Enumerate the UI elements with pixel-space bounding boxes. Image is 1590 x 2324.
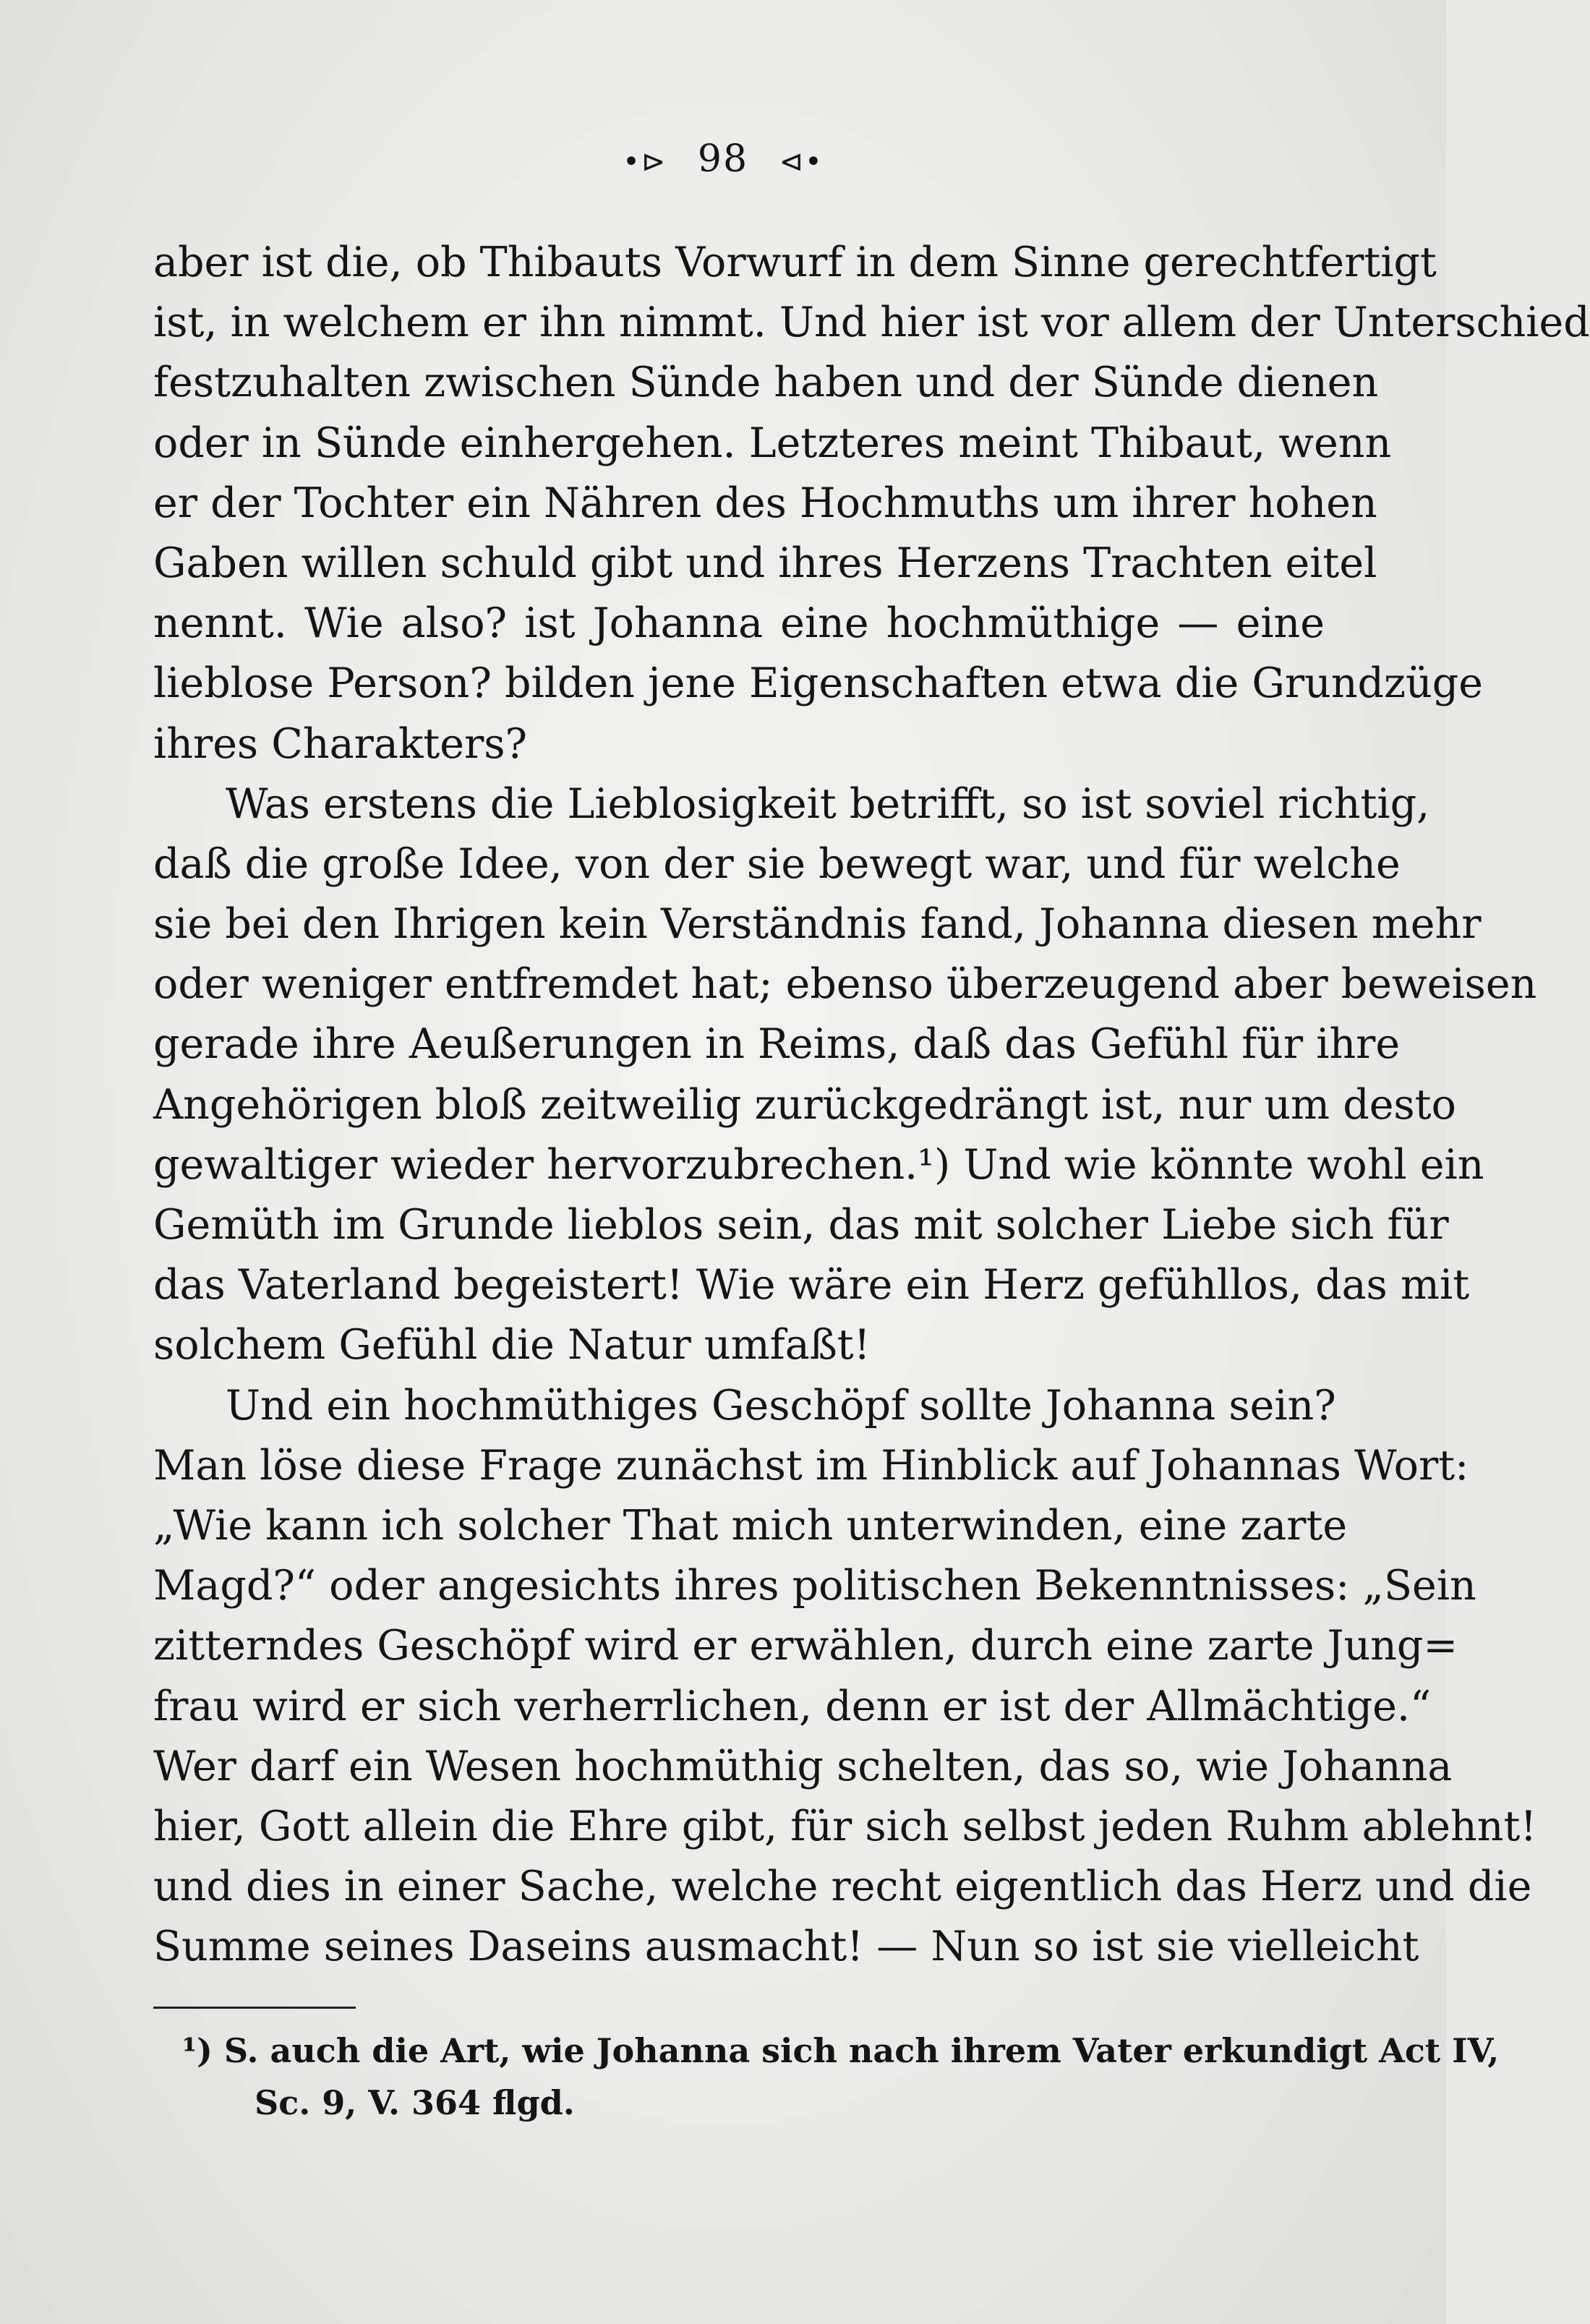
text-line: gewaltiger wieder hervorzubrechen.¹) Und wie könnte wohl ein bbox=[153, 1140, 1484, 1189]
text-line: er der Tochter ein Nähren des Hochmuths um ihrer hohen bbox=[153, 479, 1377, 527]
footnote-rule bbox=[153, 2007, 356, 2009]
text-line: das Vaterland begeistert! Wie wäre ein Herz gefühllos, das mit bbox=[153, 1261, 1470, 1310]
text-line: oder weniger entfremdet hat; ebenso überzeugend aber beweisen bbox=[153, 960, 1537, 1009]
text-line: solchem Gefühl die Natur umfaßt! bbox=[153, 1321, 871, 1370]
text-line: Und ein hochmüthiges Geschöpf sollte Johanna sein? bbox=[226, 1381, 1336, 1430]
text-line: Man löse diese Frage zunächst im Hinblick auf Johannas Wort: bbox=[153, 1441, 1469, 1490]
page-header bbox=[0, 137, 1446, 181]
text-line: Magd?“ oder angesichts ihres politischen Bekenntnisses: „Sein bbox=[153, 1562, 1476, 1610]
text-line: nennt. Wie also? ist Johanna eine hochmüthige — eine bbox=[153, 599, 1325, 648]
text-line: Gaben willen schuld gibt und ihres Herzens Trachten eitel bbox=[153, 539, 1377, 587]
text-line: zitterndes Geschöpf wird er erwählen, durch eine zarte Jung= bbox=[153, 1622, 1458, 1670]
text-line: Angehörigen bloß zeitweilig zurückgedrängt ist, nur um desto bbox=[153, 1080, 1456, 1129]
ornament-left-icon: •⊳ bbox=[623, 145, 667, 179]
text-line: und dies in einer Sache, welche recht eigentlich das Herz und die bbox=[153, 1863, 1532, 1911]
footnote-line: ¹) S. auch die Art, wie Johanna sich nach ihrem Vater erkundigt Act IV, bbox=[182, 2031, 1500, 2070]
text-line: Summe seines Daseins ausmacht! — Nun so ist sie vielleicht bbox=[153, 1923, 1419, 1971]
text-line: lieblose Person? bilden jene Eigenschaften etwa die Grundzüge bbox=[153, 659, 1483, 708]
text-line: frau wird er sich verherrlichen, denn er ist der Allmächtige.“ bbox=[153, 1682, 1432, 1730]
text-line: sie bei den Ihrigen kein Verständnis fand, Johanna diesen mehr bbox=[153, 900, 1482, 949]
text-line: ist, in welchem er ihn nimmt. Und hier ist vor allem der Unterschied bbox=[153, 299, 1590, 347]
footnotes bbox=[182, 2025, 1500, 2129]
text-line: festzuhalten zwischen Sünde haben und der Sünde dienen bbox=[153, 359, 1379, 407]
text-line: Gemüth im Grunde lieblos sein, das mit solcher Liebe sich für bbox=[153, 1201, 1449, 1249]
text-line: gerade ihre Aeußerungen in Reims, daß das Gefühl für ihre bbox=[153, 1020, 1401, 1069]
page-number: 98 bbox=[697, 137, 749, 181]
text-line: aber ist die, ob Thibauts Vorwurf in dem Sinne gerechtfertigt bbox=[153, 239, 1437, 286]
text-line: „Wie kann ich solcher That mich unterwinden, eine zarte bbox=[153, 1501, 1348, 1550]
body-text bbox=[153, 233, 1590, 1977]
footnote-line: Sc. 9, V. 364 flgd. bbox=[255, 2083, 575, 2122]
text-line: Wer darf ein Wesen hochmüthig schelten, das so, wie Johanna bbox=[153, 1742, 1453, 1790]
text-line: hier, Gott allein die Ehre gibt, für sich selbst jeden Ruhm ablehnt! bbox=[153, 1802, 1537, 1850]
text-line: daß die große Idee, von der sie bewegt war, und für welche bbox=[153, 840, 1401, 888]
text-line: Was erstens die Lieblosigkeit betrifft, so ist soviel richtig, bbox=[226, 779, 1430, 828]
text-line: ihres Charakters? bbox=[153, 719, 528, 768]
ornament-right-icon: ⊲• bbox=[779, 145, 824, 179]
text-line: oder in Sünde einhergehen. Letzteres meint Thibaut, wenn bbox=[153, 419, 1392, 467]
